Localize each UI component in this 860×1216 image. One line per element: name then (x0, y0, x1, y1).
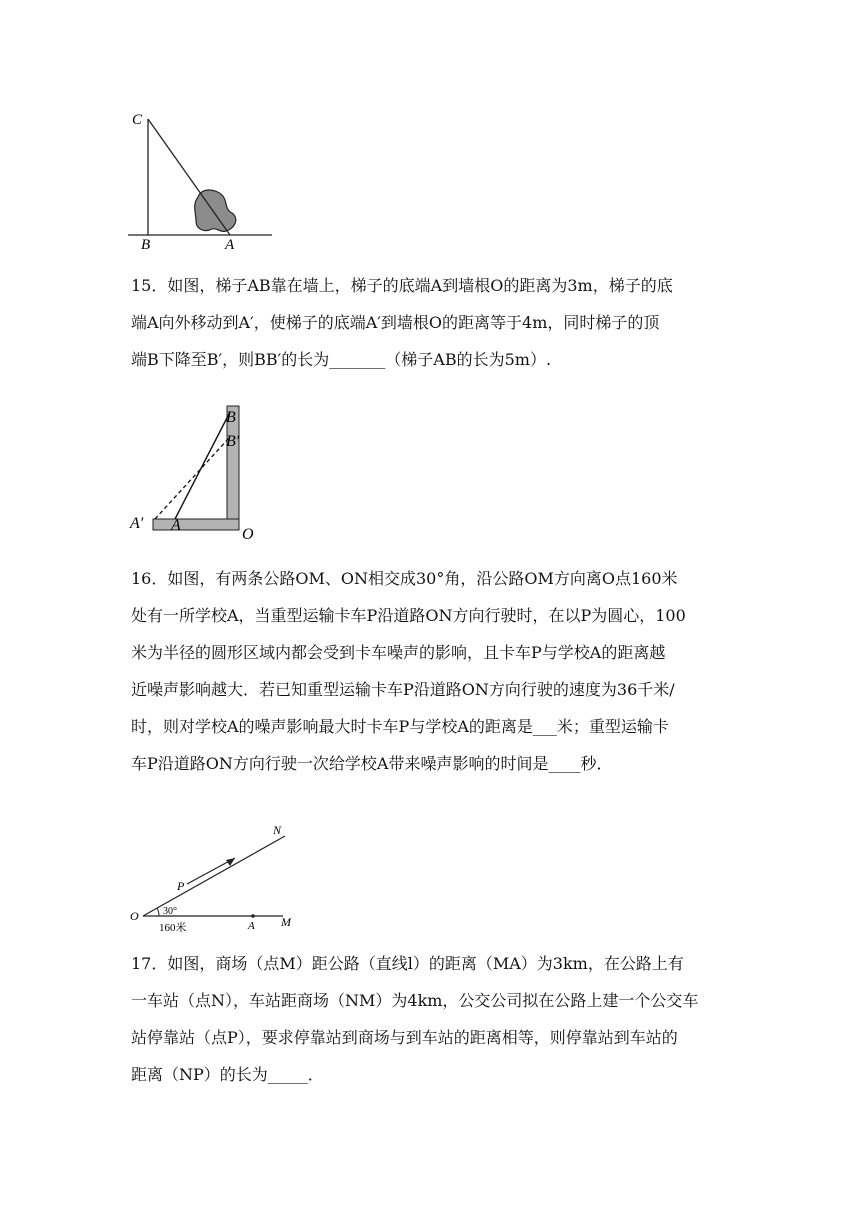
q16-line-6: 车P沿道路ON方向行驶一次给学校A带来噪声影响的时间是____秒． (131, 754, 613, 773)
angle-arc (157, 908, 159, 916)
q17-line-2: 一车站（点N），车站距商场（NM）为4km，公交公司拟在公路上建一个公交车 (131, 991, 699, 1010)
q15-line-3: 端B下降至B′，则BB′的长为_______（梯子AB的长为5m）. (131, 350, 552, 369)
label-A-prime: A′ (130, 515, 144, 532)
obstacle-blob (195, 190, 236, 231)
point-A-dot (251, 914, 255, 918)
road-ON (143, 836, 285, 916)
label-A: A (171, 517, 181, 534)
label-B-prime: B′ (226, 433, 240, 450)
figure-roads (125, 822, 300, 937)
ladder-original (175, 412, 230, 519)
ground-block (153, 519, 239, 530)
label-C: C (132, 112, 143, 128)
question-17 (131, 945, 731, 1093)
ladder-line (148, 119, 230, 235)
label-A: A (225, 237, 235, 253)
q16-line-2: 处有一所学校A，当重型运输卡车P沿道路ON方向行驶时，在以P为圆心，100 (131, 606, 686, 625)
label-B: B (141, 237, 151, 253)
q17-line-3: 站停靠站（点P），要求停靠站到商场与到车站的距离相等，则停靠站到车站的 (131, 1028, 678, 1047)
q15-line-2: 端A向外移动到A′，使梯子的底端A′到墙根O的距离等于4m，同时梯子的顶 (131, 313, 660, 332)
ladder-moved (155, 438, 229, 519)
label-O: O (130, 909, 139, 923)
label-N: N (273, 823, 282, 837)
label-distance: 160米 (159, 922, 187, 934)
label-M: M (281, 915, 291, 929)
q16-line-1: 16．如图，有两条公路OM、ON相交成30°角，沿公路OM方向离O点160米 (131, 569, 678, 588)
label-B: B (226, 409, 236, 426)
q17-line-4: 距离（NP）的长为_____． (131, 1065, 324, 1084)
q16-line-5: 时，则对学校A的噪声影响最大时卡车P与学校A的距离是___米；重型运输卡 (131, 717, 669, 736)
question-15 (131, 267, 731, 378)
label-angle: 30° (163, 906, 177, 917)
question-16 (131, 560, 731, 782)
q15-line-1: 15．如图，梯子AB靠在墙上，梯子的底端A到墙根O的距离为3m，梯子的底 (131, 276, 673, 295)
figure-ladder-obstacle (120, 105, 280, 255)
q17-line-1: 17．如图，商场（点M）距公路（直线l）的距离（MA）为3km，在公路上有 (131, 954, 684, 973)
label-A: A (248, 920, 255, 932)
label-O: O (242, 526, 254, 543)
label-P: P (177, 879, 185, 893)
q16-line-4: 近噪声影响越大．若已知重型运输卡车P沿道路ON方向行驶的速度为36千米/ (131, 680, 675, 699)
q16-line-3: 米为半径的圆形区域内都会受到卡车噪声的影响，且卡车P与学校A的距离越 (131, 643, 666, 662)
figure-sliding-ladder (125, 400, 265, 545)
